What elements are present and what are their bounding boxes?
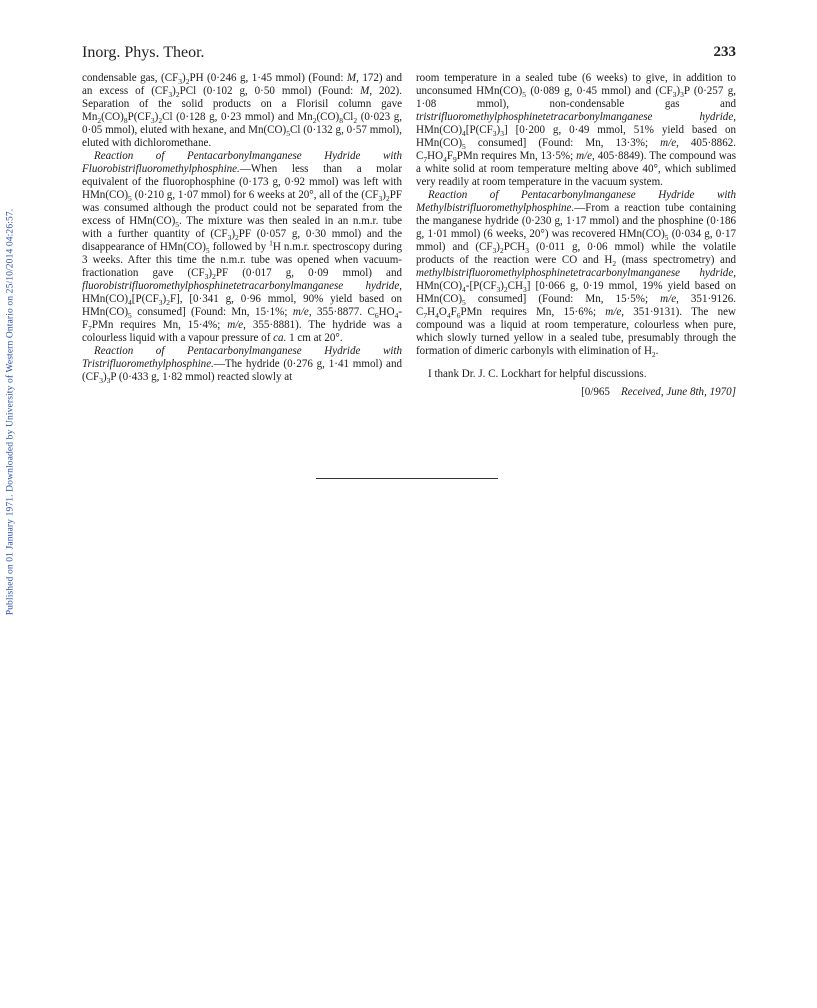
compound-name: fluorobistrifluoromethylphosphinetetracarbonylmanganese hydride, — [82, 280, 402, 292]
compound-name: methylbistrifluoromethylphosphinetetracarbonylmanganese hydride, — [416, 267, 736, 279]
section-heading: Reaction of Pentacarbonylmanganese Hydride with Methylbistrifluoromethylphosphine. — [416, 189, 736, 214]
end-of-article-rule — [316, 478, 498, 479]
manuscript-ref: [0/965 — [581, 386, 610, 398]
acknowledgement: I thank Dr. J. C. Lockhart for helpful discussions. — [428, 368, 647, 380]
paragraph-fluorophosphine-reaction: Reaction of Pentacarbonylmanganese Hydride with Fluorobistrifluoromethylphosphine.—When less than a molar equivalent of the fluorophosphine (0·173 g, 0·92 mmol) was left with $HMn(CO)_5$ (0·210 g, 1·07 mmol) for 6 weeks at 20°, all of the $(CF_3)_2PF$ was consumed although the product could not be separated from the excess of $HMn(CO)_5$. The mixture was then sealed in an n.m.r. tube with a further quantity of $(CF_3)_2PF$ (0·057 g, 0·30 mmol) and the disappearance of $HMn(CO)_5$ followed by $^1$H n.m.r. spectroscopy during 3 weeks. After this time the n.m.r. tube was opened when vacuum-fractionation gave $(CF_3)_2PF$ (0·017 g, 0·09 mmol) and fluorobistrifluoromethylphosphinetetracarbonylmanganese hydride, $HMn(CO)_4[P(CF_3)_2F]$, [0·341 g, 0·96 mmol, 90% yield based on $HMn(CO)_5$ consumed] (Found: Mn, 15·1%; m/e, 355·8877. $C_6HO_4-F_7PMn$ requires Mn, 15·4%; m/e, 355·8881). The hydride was a colourless liquid with a vapour pressure of ca. 1 cm at 20°. — [82, 150, 403, 344]
section-heading: Reaction of Pentacarbonylmanganese Hydride with Tristrifluoromethylphosphine. — [82, 345, 402, 370]
journal-title: Inorg. Phys. Theor. — [82, 44, 205, 61]
download-notice-sidebar — [0, 0, 20, 1008]
page-header — [82, 44, 736, 64]
right-column — [416, 72, 736, 399]
page-number: 233 — [713, 44, 736, 60]
paragraph-methyl-reaction: Reaction of Pentacarbonylmanganese Hydride with Methylbistrifluoromethylphosphine.—From a reaction tube containing the manganese hydride (0·230 g, 1·17 mmol) and the phosphine (0·186 g, 1·01 mmol) (6 weeks, 20°) was recovered $HMn(CO)_5$ (0·034 g, 0·17 mmol) and $(CF_3)_2PCH_3$ (0·011 g, 0·06 mmol) while the volatile products of the reaction were CO and $H_2$ (mass spectrometry) and methylbistrifluoromethylphosphinetetracarbonylmanganese hydride, $HMn(CO)_4-[P(CF_3)_2CH_3]$ [0·066 g, 0·19 mmol, 19% yield based on $HMn(CO)_5$ consumed] (Found: Mn, 15·5%; m/e, 351·9126. $C_7H_4O_4F_6PMn$ requires Mn, 15·6%; m/e, 351·9131). The new compound was a liquid at room temperature, colourless when pure, which slowly turned yellow in a sealed tube, presumably through the formation of dimeric carbonyls with elimination of $H_2$. — [416, 189, 737, 360]
paragraph-separation: condensable gas, $(CF_3)_2PH$ (0·246 g, 1·45 mmol) (Found: M, 172) and an excess of $(CF_3)_2PCl$ (0·102 g, 0·50 mmol) (Found: M, 202). Separation of the solid products on a Florisil column gave $Mn_2(CO)_8P(CF_3)_2Cl$ (0·128 g, 0·23 mmol) and $Mn_2(CO)_8Cl_2$ (0·023 g, 0·05 mmol), eluted with hexane, and $Mn(CO)_5Cl$ (0·132 g, 0·57 mmol), eluted with dichloromethane. — [82, 72, 403, 149]
paragraph-tris-continued: room temperature in a sealed tube (6 weeks) to give, in addition to unconsumed $HMn(CO)_5$ (0·089 g, 0·45 mmol) and $(CF_3)_3P$ (0·257 g, 1·08 mmol), non-condensable gas and tristrifluoromethylphosphinetetracarbonylmanganese hydride, $HMn(CO)_4[P(CF_3)_3]$ [0·200 g, 0·49 mmol, 51% yield based on $HMn(CO)_5$ consumed] (Found: Mn, 13·3%; m/e, 405·8862. $C_7HO_4F_9PMn$ requires Mn, 13·5%; m/e, 405·8849). The compound was a white solid at room temperature melting above 40°, which sublimed very readily at room temperature in the vacuum system. — [416, 72, 737, 188]
left-column — [82, 72, 402, 384]
received-line — [416, 386, 736, 399]
compound-name: tristrifluoromethylphosphinetetracarbonylmanganese hydride, — [416, 111, 736, 123]
section-heading: Reaction of Pentacarbonylmanganese Hydride with Fluorobistrifluoromethylphosphine. — [82, 150, 402, 175]
received-date: Received, June 8th, 1970] — [620, 386, 736, 398]
paragraph-tris-reaction: Reaction of Pentacarbonylmanganese Hydride with Tristrifluoromethylphosphine.—The hydride (0·276 g, 1·41 mmol) and $(CF_3)_3P$ (0·433 g, 1·82 mmol) reacted slowly at — [82, 345, 402, 386]
download-notice-text: Published on 01 January 1971. Downloaded by University of Western Ontario on 25/10/2014 04:26:57. — [4, 208, 16, 616]
